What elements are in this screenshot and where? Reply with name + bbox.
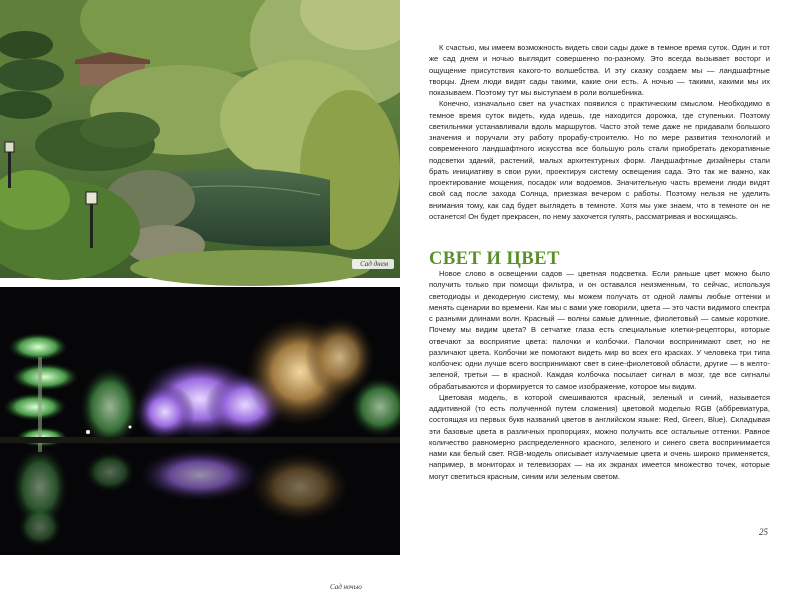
page-number: 25 <box>759 527 768 537</box>
right-page <box>400 0 800 555</box>
paragraph: Конечно, изначально свет на участках появился с практическим смыслом. Необходимо в темное время суток видеть, куда идешь, где находится дорожка, где ступеньки. Поэтому светильники устанавливали вдоль маршрутов. Часто этой теме даже не придавали большого значения и поручали эту работу прорабу-строителю. Но по мере развития технологий и современного ландшафтного искусства все большую роль стали приобретать декоративные подсветки зданий, растений, малых архитектурных форм. Ландшафтные дизайнеры стали брать инициативу в свои руки, проектируя систему освещения сада. Это так же важно, как проектирование мощения, посадок или водоемов. Значительную часть времени люди видят свой сад после захода Солнца, приезжая вечером с работы. Поэтому нельзя не уделить внимания тому, как сад будет выглядеть в темноте. Хотя мы уже знаем, что в темноте он не останется! Он будет прекрасен, по нему захочется гулять, рассматривая и восхищаясь. <box>429 99 770 221</box>
left-page <box>0 0 400 591</box>
paragraph: Новое слово в освещении садов — цветная подсветка. Если раньше цвет можно было получить только при помощи фильтра, и он оставался неизменным, то сейчас, используя светодиоды и декодерную систему, мы можем получать от одной лампы любые оттенки и менять сценарии во времени. Как мы с вами уже говорили, цвета — это части видимого спектра с разными длинами волн. Красный — волны самые длинные, фиолетовый — самые короткие. Почему мы видим цвета? В сетчатке глаза есть специальные клетки-рецепторы, которые отвечают за восприятие цвета: палочки и колбочки. Палочки воспринимают свет, но не различают цвета. Колбочки же помогают видеть мир во всех его красках. У человека три типа колбочек: одни лучше всего воспринимают свет в сине-фиолетовой области, другие — в желто-зеленой, третьи — в красной. Каждая колбочка посылает сигнал в мозг, где все сигналы обрабатываются и формируется то самое изображение, которое мы видим. <box>429 269 770 391</box>
paragraph: Цветовая модель, в которой смешиваются красный, зеленый и синий, называется аддитивной (то есть полученной путем сложения) цветовой моделью RGB (аббревиатура, состоящая из первых букв названий цветов в английском языке: Red, Green, Blue). Складывая эти базовые цвета в различных пропорциях, можно получить все остальные оттенки. Равное количество равномерно распределенного красного, зеленого и синего света воспринимается нами как белый свет. RGB-модель описывает излучаемые цвета и очень широко применяется, например, в мониторах и телевизорах — на их экранах имеется множество точек, которые могут светиться красным, синим или зеленым светом. <box>429 392 770 481</box>
day-photo-caption: Сад днем <box>352 259 394 269</box>
section-heading: СВЕТ И ЦВЕТ <box>429 249 560 269</box>
article-top-text <box>429 42 770 222</box>
article-bottom-text <box>429 268 770 482</box>
day-garden-photo <box>0 0 400 278</box>
night-garden-photo <box>0 287 400 591</box>
night-garden-illustration <box>0 287 400 555</box>
paragraph: К счастью, мы имеем возможность видеть свои сады даже в темное время суток. Один и тот же сад днем и ночью выглядит совершенно по-разному. Это всегда вызывает восторг и ощущение присутствия какого-то волшебства. И эту сказку создаем мы — ландшафтные творцы. Днем люди видят сады такими, какие они есть. А ночью — такими, какими мы их показываем. Поэтому тут мы выступаем в роли волшебника. <box>429 43 770 97</box>
night-photo-caption: Сад ночью <box>322 582 368 592</box>
day-garden-illustration <box>0 0 400 278</box>
